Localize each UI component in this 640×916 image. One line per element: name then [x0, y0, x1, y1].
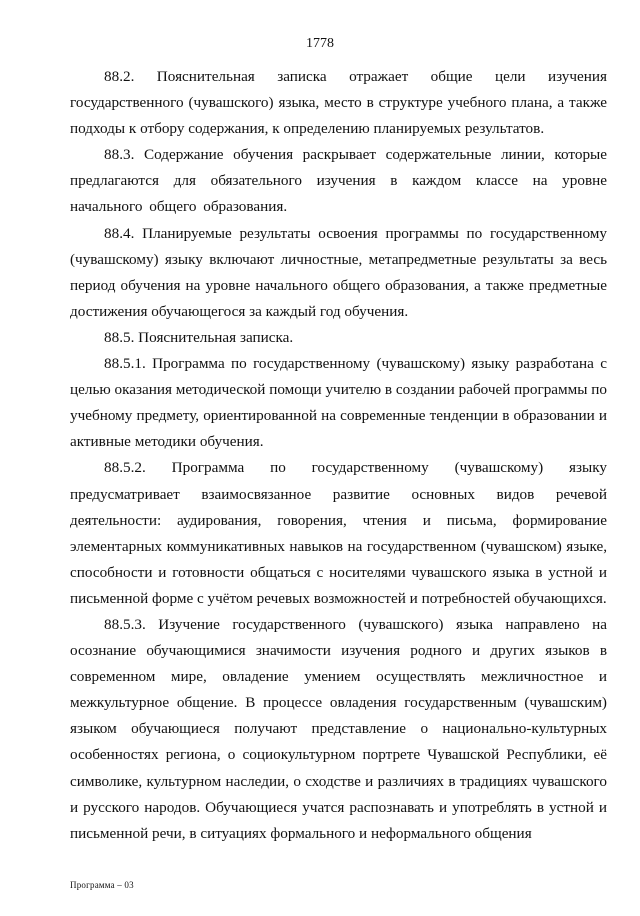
document-body	[70, 64, 607, 847]
paragraph-88-2: 88.2. Пояснительная записка отражает общие цели изучения государственного (чувашского) языка, место в структуре учебного плана, а также подходы к отбору содержания, к определению планируемых результатов.	[70, 68, 607, 138]
paragraph-88-5-heading: 88.5. Пояснительная записка.	[104, 328, 294, 346]
paragraph-88-3: 88.3. Содержание обучения раскрывает содержательные линии, которые предлагаются для обязательного изучения в каждом классе на уровне начального общего образования.	[70, 146, 607, 216]
paragraph-88-5-3: 88.5.3. Изучение государственного (чувашского) языка направлено на осознание обучающимися значимости изучения родного и других языков в современном мире, овладение умением осуществлять межличностное и межкультурное общение. В процессе овладения государственным (чувашским) языком обучающиеся получают представление о национально-культурных особенностях региона, о социокультурном портрете Чувашской Республики, её символике, культурном наследии, о сходстве и различиях в традициях чувашского и русского народов. Обучающиеся учатся распознавать и употреблять в устной и письменной речи, в ситуациях формального и неформального общения	[70, 615, 607, 842]
paragraph-88-5-1: 88.5.1. Программа по государственному (чувашскому) языку разработана с целью оказания методической помощи учителю в создании рабочей программы по учебному предмету, ориентированной на современные тенденции в образовании и активные методики обучения.	[70, 355, 607, 451]
paragraph-88-5-2: 88.5.2. Программа по государственному (чувашскому) языку предусматривает взаимосвязанное развитие основных видов речевой деятельности: аудирования, говорения, чтения и письма, формирование элементарных коммуникативных навыков на государственном (чувашском) языке, способности и готовности общаться с носителями чувашского языка в устной и письменной форме с учётом речевых возможностей и потребностей обучающихся.	[70, 459, 607, 607]
page-number: 1778	[306, 36, 334, 51]
paragraph-88-4: 88.4. Планируемые результаты освоения программы по государственному (чувашскому) языку включают личностные, метапредметные результаты за весь период обучения на уровне начального общего образования, а также предметные достижения обучающегося за каждый год обучения.	[70, 224, 607, 320]
footer-program-label: Программа – 03	[70, 880, 134, 890]
